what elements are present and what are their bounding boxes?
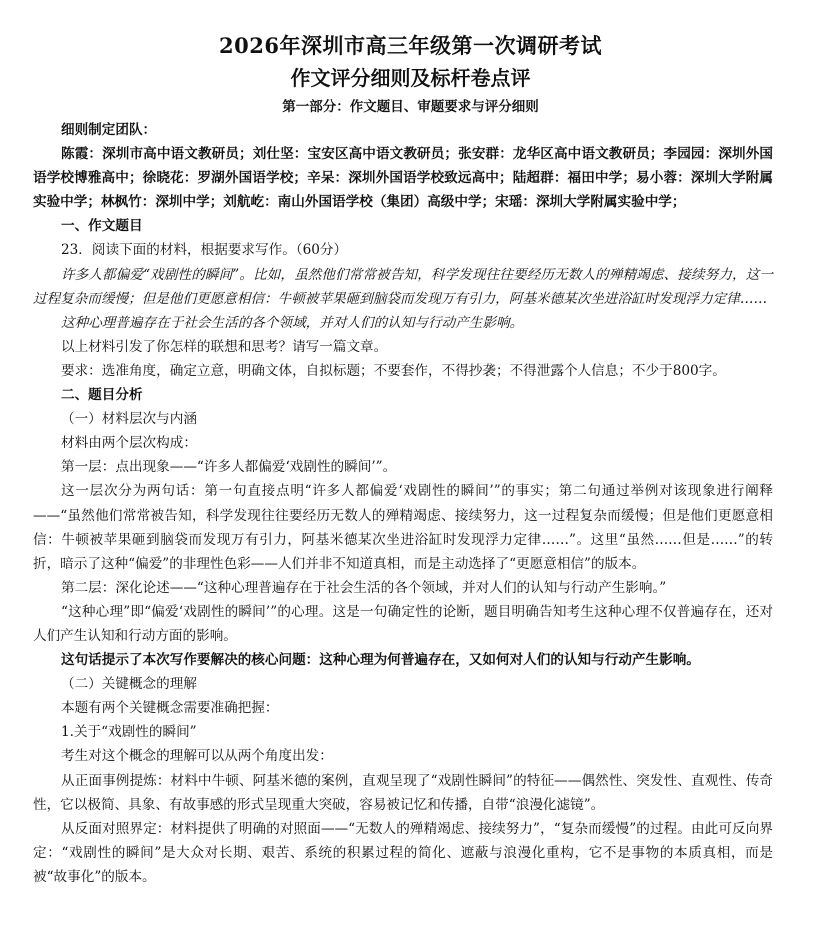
concept1-intro: 考生对这个概念的理解可以从两个角度出发： — [61, 748, 333, 765]
prompt-line: 以上材料引发了你怎样的联想和思考？请写一篇文章。 — [61, 338, 388, 355]
concept1-positive: 从正面事例提炼：材料中牛顿、阿基米德的案例，直观呈现了“戏剧性瞬间”的特征——偶然性、突发性、直观性、传奇性，它以极简、具象、有故事感的形式呈现重大突破，容易被记忆和传播，自带“浪漫化滤镜”。 — [33, 772, 773, 813]
requirements-line: 要求：选准角度，确定立意，明确文体，自拟标题；不要套作，不得抄袭；不得泄露个人信息；不少于800字。 — [61, 362, 726, 379]
material-paragraph-2: 这种心理普遍存在于社会生活的各个领域，并对人们的认知与行动产生影响。 — [61, 314, 524, 331]
document-body — [33, 118, 773, 889]
part-title: 第一部分：作文题目、审题要求与评分细则 — [282, 99, 539, 115]
subsection1-intro: 材料由两个层次构成： — [61, 435, 197, 452]
subsection2-intro: 本题有两个关键概念需要准确把握： — [61, 700, 279, 717]
question-line: 23．阅读下面的材料，根据要求写作。（60分） — [61, 242, 348, 259]
team-heading: 细则制定团队： — [61, 122, 157, 138]
layer2-title: 第二层：深化论述——“这种心理普遍存在于社会生活的各个领域，并对人们的认知与行动产生影响。” — [61, 579, 667, 596]
material-paragraph-1: 许多人都偏爱“戏剧性的瞬间”。比如，虽然他们常常被告知，科学发现往往要经历无数人的殚精竭虑、接续努力，这一过程复杂而缓慢；但是他们更愿意相信：牛顿被苹果砸到脑袋而发现万有引力，阿基米德某次坐进浴缸时发现浮力定律…… — [33, 266, 773, 307]
core-problem: 这句话提示了本次写作要解决的核心问题：这种心理为何普遍存在，又如何对人们的认知与行动产生影响。 — [61, 652, 700, 669]
subsection1-heading: （一）材料层次与内涵 — [61, 411, 197, 428]
section1-heading: 一、作文题目 — [61, 218, 143, 235]
concept1-negative: 从反面对照界定：材料提供了明确的对照面——“无数人的殚精竭虑、接续努力”，“复杂而缓慢”的过程。由此可反向界定：“戏剧性的瞬间”是大众对长期、艰苦、系统的积累过程的简化、遮蔽与浪漫化重构，它不是事物的本质真相，而是被“故事化”的版本。 — [33, 820, 773, 885]
team-members: 陈霞：深圳市高中语文教研员；刘仕坚：宝安区高中语文教研员；张安群：龙华区高中语文教研员；李园园：深圳外国语学校博雅高中；徐晓花：罗湖外国语学校；辛呆：深圳外国语学校致远高中；陆超群：福田中学；易小蓉：深圳大学附属实验中学；林枫竹：深圳中学；刘航屹：南山外国语学校（集团）高级中学；宋瑶：深圳大学附属实验中学； — [33, 146, 773, 211]
section2-heading: 二、题目分析 — [61, 387, 143, 404]
document-title: 2026年深圳市高三年级第一次调研考试 — [219, 33, 602, 58]
document-subtitle: 作文评分细则及标杆卷点评 — [290, 66, 531, 90]
subsection2-heading: （二）关键概念的理解 — [61, 676, 197, 693]
concept1-title: 1.关于“戏剧性的瞬间” — [61, 724, 197, 741]
layer2-text: “这种心理”即“偏爱‘戏剧性的瞬间’”的心理。这是一句确定性的论断，题目明确告知考生这种心理不仅普遍存在，还对人们产生认知和行动方面的影响。 — [33, 603, 773, 644]
layer1-text: 这一层次分为两句话：第一句直接点明“许多人都偏爱‘戏剧性的瞬间’”的事实；第二句通过举例对该现象进行阐释——“虽然他们常常被告知，科学发现往往要经历无数人的殚精竭虑、接续努力，这一过程复杂而缓慢；但是他们更愿意相信：牛顿被苹果砸到脑袋而发现万有引力，阿基米德某次坐进浴缸时发现浮力定律……”。这里“虽然……但是……”的转折，暗示了这种“偏爱”的非理性色彩——人们并非不知道真相，而是主动选择了“更愿意相信”的版本。 — [33, 483, 773, 572]
layer1-title: 第一层：点出现象——“许多人都偏爱‘戏剧性的瞬间’”。 — [61, 459, 397, 476]
